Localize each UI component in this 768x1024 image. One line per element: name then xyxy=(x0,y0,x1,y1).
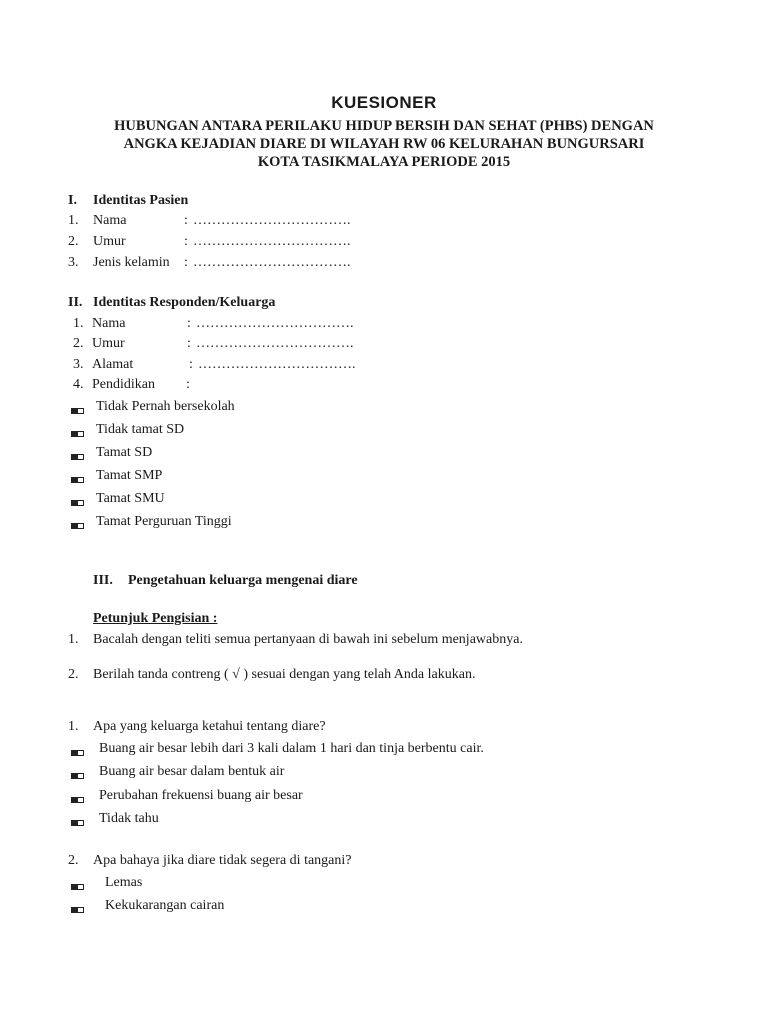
checkbox-icon[interactable] xyxy=(71,773,83,778)
checkbox-icon[interactable] xyxy=(71,477,83,482)
checkbox-icon[interactable] xyxy=(71,454,83,459)
s2-field-4-num: 4. xyxy=(73,377,84,392)
checkbox-icon[interactable] xyxy=(71,523,83,528)
instruction-2-text: Berilah tanda contreng ( √ ) sesuai dengan yang telah Anda lakukan. xyxy=(93,667,476,682)
s1-field-name-blank[interactable]: ……………………………. xyxy=(193,213,351,228)
instruction-1-text: Bacalah dengan teliti semua pertanyaan di bawah ini sebelum menjawabnya. xyxy=(93,632,523,647)
s2-field-2-num: 2. xyxy=(73,336,84,351)
education-option-2: Tidak tamat SD xyxy=(96,422,185,437)
s2-field-name-colon: : xyxy=(187,316,191,331)
s1-field-gender-colon: : xyxy=(184,255,188,270)
instructions-heading: Petunjuk Pengisian : xyxy=(93,611,218,626)
s2-field-3-num: 3. xyxy=(73,357,84,372)
s2-field-name-blank[interactable]: ……………………………. xyxy=(196,316,354,331)
section-1-heading: Identitas Pasien xyxy=(93,193,189,208)
s2-field-age-label: Umur xyxy=(92,336,125,351)
s1-field-age-blank[interactable]: ……………………………. xyxy=(193,234,351,249)
s2-field-address-blank[interactable]: ……………………………. xyxy=(198,357,356,372)
checkbox-icon[interactable] xyxy=(71,750,83,755)
checkbox-icon[interactable] xyxy=(71,884,83,889)
education-option-5: Tamat SMU xyxy=(96,491,165,506)
document-title: KUESIONER xyxy=(331,93,437,112)
section-3-numeral: III. xyxy=(93,573,113,588)
s2-field-age-blank[interactable]: ……………………………. xyxy=(196,336,354,351)
s1-field-age-colon: : xyxy=(184,234,188,249)
checkbox-icon[interactable] xyxy=(71,408,83,413)
s1-field-gender-blank[interactable]: ……………………………. xyxy=(193,255,351,270)
subtitle-line-3: KOTA TASIKMALAYA PERIODE 2015 xyxy=(257,154,511,170)
checkbox-icon[interactable] xyxy=(71,820,83,825)
s1-field-1-num: 1. xyxy=(68,213,79,228)
s2-field-name-label: Nama xyxy=(92,316,126,331)
checkbox-icon[interactable] xyxy=(71,907,83,912)
q2-option-1: Lemas xyxy=(105,875,143,890)
question-2-text: Apa bahaya jika diare tidak segera di tangani? xyxy=(93,853,352,868)
education-option-1: Tidak Pernah bersekolah xyxy=(96,399,235,414)
question-2-num: 2. xyxy=(68,853,79,868)
section-2-heading: Identitas Responden/Keluarga xyxy=(93,295,276,310)
section-1-numeral: I. xyxy=(68,193,77,208)
education-option-6: Tamat Perguruan Tinggi xyxy=(96,514,232,529)
s1-field-name-label: Nama xyxy=(93,213,127,228)
s2-field-education-label: Pendidikan xyxy=(92,377,155,392)
checkbox-icon[interactable] xyxy=(71,500,83,505)
s2-field-address-label: Alamat xyxy=(92,357,134,372)
question-1-num: 1. xyxy=(68,719,79,734)
checkbox-icon[interactable] xyxy=(71,431,83,436)
s1-field-gender-label: Jenis kelamin xyxy=(93,255,170,270)
instruction-2-num: 2. xyxy=(68,667,79,682)
section-3-heading: Pengetahuan keluarga mengenai diare xyxy=(128,573,358,588)
s2-field-address-colon: : xyxy=(189,357,193,372)
subtitle-line-1: HUBUNGAN ANTARA PERILAKU HIDUP BERSIH DAN SEHAT (PHBS) DENGAN xyxy=(114,118,654,134)
q1-option-2: Buang air besar dalam bentuk air xyxy=(99,764,285,779)
education-option-3: Tamat SD xyxy=(96,445,153,460)
question-1-text: Apa yang keluarga ketahui tentang diare? xyxy=(93,719,326,734)
education-option-4: Tamat SMP xyxy=(96,468,163,483)
instruction-1-num: 1. xyxy=(68,632,79,647)
q2-option-2: Kekukarangan cairan xyxy=(105,898,225,913)
s1-field-age-label: Umur xyxy=(93,234,126,249)
s2-field-1-num: 1. xyxy=(73,316,84,331)
s2-field-education-colon: : xyxy=(186,377,190,392)
subtitle-line-2: ANGKA KEJADIAN DIARE DI WILAYAH RW 06 KELURAHAN BUNGURSARI xyxy=(123,136,645,152)
s1-field-2-num: 2. xyxy=(68,234,79,249)
q1-option-1: Buang air besar lebih dari 3 kali dalam 1 hari dan tinja berbentu cair. xyxy=(99,741,484,756)
section-2-numeral: II. xyxy=(68,295,83,310)
q1-option-3: Perubahan frekuensi buang air besar xyxy=(99,788,303,803)
s1-field-3-num: 3. xyxy=(68,255,79,270)
s1-field-name-colon: : xyxy=(184,213,188,228)
checkbox-icon[interactable] xyxy=(71,797,83,802)
q1-option-4: Tidak tahu xyxy=(99,811,159,826)
s2-field-age-colon: : xyxy=(187,336,191,351)
